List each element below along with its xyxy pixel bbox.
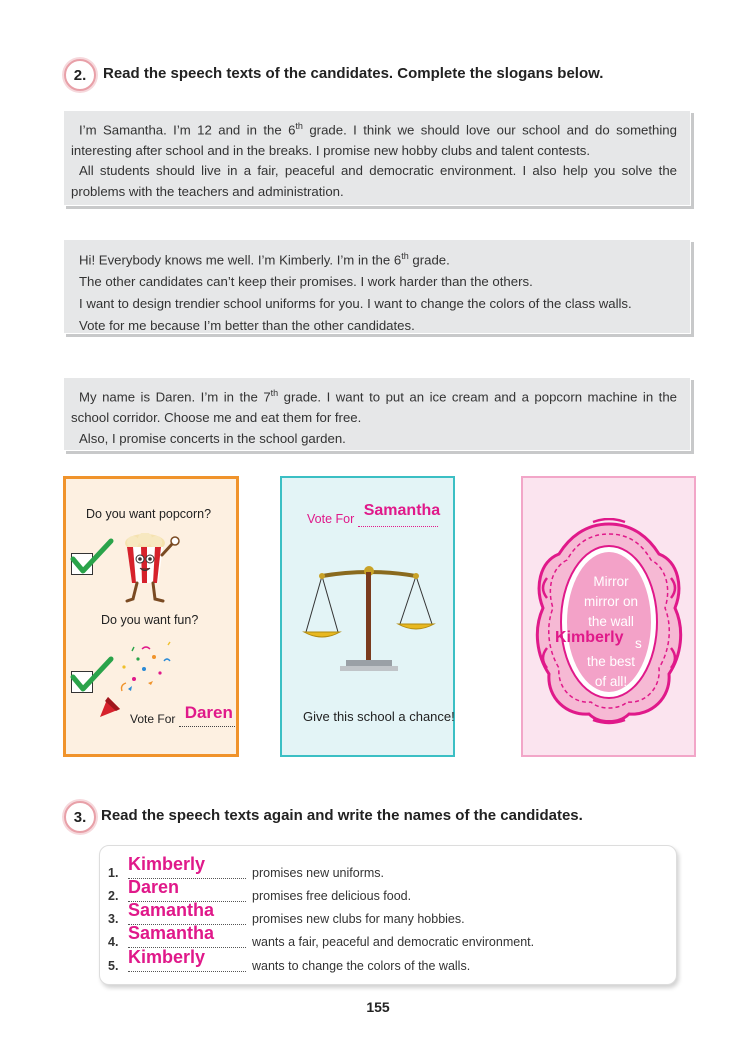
page-number: 155 bbox=[366, 999, 390, 1015]
section-3-number bbox=[64, 801, 96, 833]
poster3-line1: Mirror bbox=[593, 574, 629, 589]
checkmark-icon bbox=[69, 537, 115, 577]
poster3-line5: the best bbox=[586, 654, 636, 669]
speech2-line3: I want to design trendier school uniforms for you. I want to change the colors of the class walls. bbox=[79, 296, 632, 312]
speech2-line2: The other candidates can’t keep their promises. I work harder than the others. bbox=[79, 274, 533, 290]
item-answer: Daren bbox=[128, 877, 180, 897]
section-3-heading: Read the speech texts again and write the names of the candidates. bbox=[101, 807, 583, 824]
poster1-vote-for-label: Vote For bbox=[130, 712, 176, 726]
poster2-vote-for-label: Vote For bbox=[307, 512, 355, 526]
poster-kimberly bbox=[521, 476, 696, 757]
speech1-sup: th bbox=[295, 121, 303, 131]
section-2-number-text: 2. bbox=[73, 66, 87, 84]
poster1-question1: Do you want popcorn? bbox=[86, 507, 212, 521]
poster2-slogan: Give this school a chance! bbox=[303, 709, 455, 724]
party-popper-icon bbox=[94, 639, 176, 723]
speech2-text-b: grade. bbox=[408, 252, 450, 268]
speech2-text-a: Hi! Everybody knows me well. I’m Kimberly. I’m in the 6 bbox=[79, 252, 402, 268]
item-answer: Kimberly bbox=[128, 947, 206, 967]
item-text: promises new clubs for many hobbies. bbox=[252, 912, 465, 926]
speech1-paragraph1 bbox=[71, 116, 677, 161]
answers-box bbox=[99, 845, 677, 985]
item-answer-line bbox=[128, 971, 246, 972]
speech1-text-a: I’m Samantha. I’m 12 and in the 6 bbox=[79, 122, 296, 138]
scales-of-justice-icon bbox=[302, 562, 436, 674]
speech2-sup: th bbox=[401, 251, 409, 261]
speech3-text-a: My name is Daren. I’m in the 7 bbox=[79, 389, 271, 405]
item-answer: Samantha bbox=[128, 900, 215, 920]
speech1-text-b: grade. I think we should love our school and do something interesting after school and in the breaks. I promise new hobby clubs and talent contests. bbox=[71, 122, 677, 158]
item-number: 3. bbox=[108, 912, 119, 926]
section-3-number-text: 3. bbox=[73, 808, 87, 826]
poster2-vote-row bbox=[307, 502, 441, 527]
item-answer: Samantha bbox=[128, 923, 215, 943]
poster-samantha bbox=[280, 476, 455, 757]
poster3-line3: the wall bbox=[588, 614, 634, 629]
poster3-line6: of all! bbox=[594, 674, 628, 689]
poster2-answer-line bbox=[358, 502, 441, 527]
poster-daren bbox=[63, 476, 239, 757]
poster3-answer: Kimberly bbox=[555, 629, 624, 646]
item-number: 1. bbox=[108, 866, 119, 880]
section-2-heading: Read the speech texts of the candidates. Complete the slogans below. bbox=[103, 65, 604, 82]
item-text: wants to change the colors of the walls. bbox=[252, 959, 471, 973]
speech-box-daren bbox=[63, 377, 691, 451]
speech3-sup: th bbox=[270, 388, 279, 398]
speech-box-samantha bbox=[63, 110, 691, 206]
item-number: 5. bbox=[108, 959, 119, 973]
speech3-paragraph2: Also, I promise concerts in the school garden. bbox=[79, 431, 346, 447]
speech-box-kimberly bbox=[63, 239, 691, 334]
item-answer: Kimberly bbox=[128, 854, 206, 874]
item-text: promises free delicious food. bbox=[252, 889, 412, 903]
speech1-paragraph2: All students should live in a fair, peaceful and democratic environment. I also help you solve the problems with the teachers and administration. bbox=[71, 163, 677, 199]
poster1-vote-row bbox=[130, 703, 235, 727]
poster3-line2: mirror on bbox=[583, 594, 638, 609]
speech3-text-b: grade. I want to put an ice cream and a popcorn machine in the school corridor. Choose me and eat them for free. bbox=[71, 389, 677, 426]
speech3-paragraph1 bbox=[71, 383, 677, 428]
poster3-answer-row bbox=[555, 629, 659, 652]
section-2-number bbox=[64, 59, 96, 91]
popcorn-mascot-icon bbox=[121, 533, 183, 607]
speech2-line1 bbox=[79, 245, 677, 271]
poster2-answer: Samantha bbox=[363, 502, 441, 519]
poster3-mirror-text bbox=[555, 572, 659, 692]
item-number: 4. bbox=[108, 935, 119, 949]
item-number: 2. bbox=[108, 889, 119, 903]
item-text: promises new uniforms. bbox=[252, 866, 384, 880]
poster1-answer: Daren bbox=[184, 703, 233, 722]
item-text: wants a fair, peaceful and democratic environment. bbox=[252, 935, 535, 949]
speech2-line4: Vote for me because I’m better than the other candidates. bbox=[79, 318, 415, 334]
poster1-answer-line bbox=[179, 703, 235, 727]
poster1-question2: Do you want fun? bbox=[101, 613, 199, 627]
poster3-suffix: s bbox=[635, 636, 642, 651]
